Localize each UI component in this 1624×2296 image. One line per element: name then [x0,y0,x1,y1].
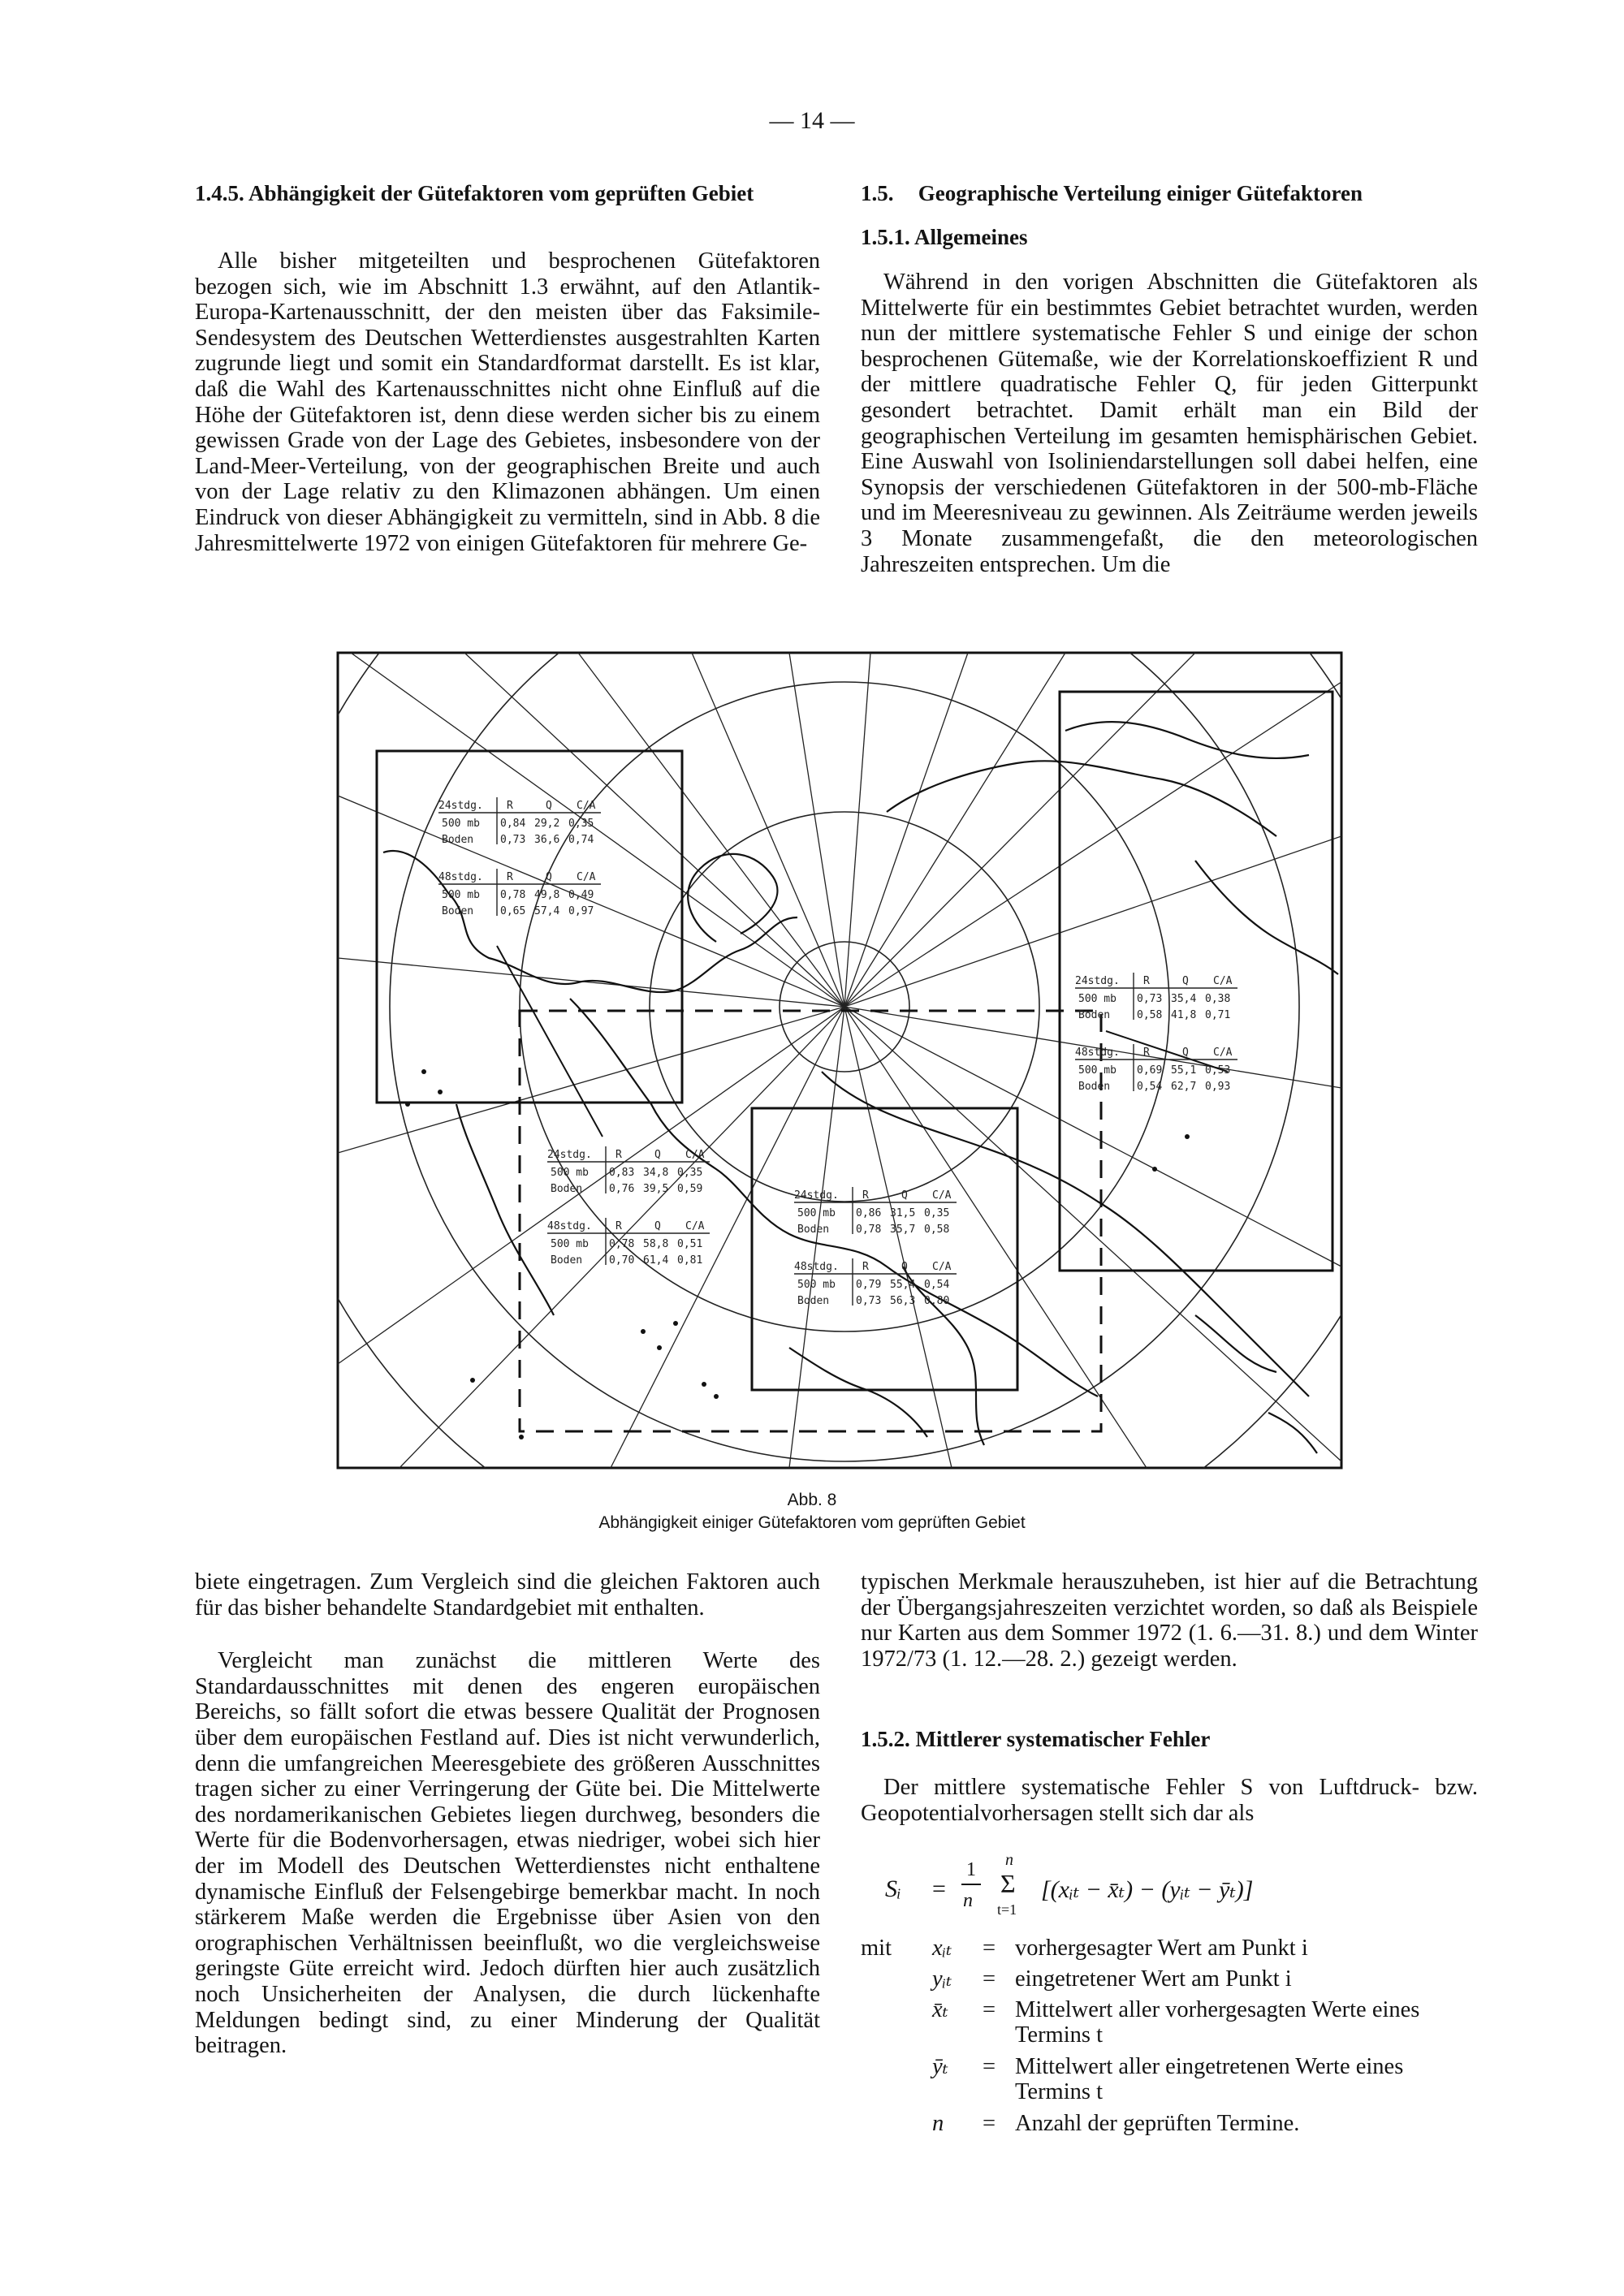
figure-map [335,650,1345,1471]
definition-text: Mittelwert aller vorhergesagten Werte eines Termins t [1015,1997,1420,2048]
section-heading-1-5-2 [861,1726,1478,1752]
table-col-ca: C/A [577,800,596,812]
table-cell-q: 34,8 [643,1167,669,1179]
table-cell-r: 0,70 [609,1254,635,1267]
table-cell-q: 31,5 [890,1207,916,1219]
table-row-label: Boden [1078,1009,1111,1021]
table-col-r: R [615,1149,622,1161]
table-cell-r: 0,83 [609,1167,635,1179]
bottom-left-text [195,1569,820,2059]
table-col-r: R [862,1189,869,1202]
figure-caption-text: Abhängigkeit einiger Gütefaktoren vom geprüften Gebiet [598,1513,1026,1532]
heading-text: Abhängigkeit der Gütefaktoren vom geprüften Gebiet [248,181,754,205]
table-row-label: Boden [442,834,474,846]
table-col-q: Q [546,871,552,883]
table-cell-ca: 0,97 [568,905,594,917]
table-row-label: 500 mb [1078,993,1116,1005]
section-heading-1-4-5 [195,180,820,206]
table-cell-r: 0,73 [1137,993,1163,1005]
table-cell-q: 49,8 [534,889,560,901]
formula-lhs: Sᵢ [885,1875,901,1902]
table-cell-r: 0,73 [500,834,526,846]
definition-text: Anzahl der geprüften Termine. [1015,2111,1300,2136]
section-heading-1-5-1 [861,224,1478,250]
formula-frac-num: 1 [966,1859,976,1880]
paragraph: Während in den vorigen Abschnitten die Gütefaktoren als Mittelwerte für ein bestimmtes Gebiet betrachtet wurden, werden nun der mittlere systematische Fehler S und einige der schon besprochenen Gütemaße, wie der Korrelationskoeffizient R und der mittlere quadratische Fehler Q, für jeden Gitterpunkt gesondert betrachtet. Damit erhält man ein Bild der geographischen Verteilung im gesamten hemisphärischen Gebiet. Eine Auswahl von Isoliniendarstellungen soll dabei helfen, eine Synopsis der verschiedenen Gütefaktoren in der 500-mb-Fläche und im Meeresniveau zu gewinnen. Als Zeiträume werden jeweils 3 Monate zusammengefaßt, die den meteorologischen Jahreszeiten entsprechen. Um die [861,270,1478,577]
table-col-r: R [1143,1047,1150,1059]
table-cell-r: 0,73 [856,1295,882,1307]
bottom-right-text-2 [861,1775,1478,1826]
heading-text: Mittlerer systematischer Fehler [915,1727,1211,1751]
formula-sum: Σ [1000,1869,1016,1898]
section-heading-1-5 [861,180,1478,206]
mit-label: mit [861,1936,892,1961]
table-cell-ca: 0,35 [568,818,594,830]
table-cell-ca: 0,80 [924,1295,950,1307]
table-cell-r: 0,58 [1137,1009,1163,1021]
definition-equals: = [983,1966,996,1992]
definition-symbol: x̄ₜ [932,1997,948,2022]
formula-body: [(xᵢₜ − x̄ₜ) − (yᵢₜ − ȳₜ)] [1041,1876,1254,1903]
table-cell-ca: 0,81 [677,1254,703,1267]
table-cell-r: 0,86 [856,1207,882,1219]
formula-frac-den: n [963,1890,973,1911]
table-col-r: R [862,1261,869,1273]
table-col-q: Q [654,1220,661,1232]
table-cell-q: 62,7 [1171,1081,1197,1093]
table-cell-r: 0,78 [609,1238,635,1250]
table-cell-q: 41,8 [1171,1009,1197,1021]
heading-number: 1.5. [861,181,894,205]
definition-equals: = [983,1936,996,1961]
table-cell-q: 29,2 [534,818,560,830]
figure-caption [0,1489,1624,1534]
table-cell-q: 39,5 [643,1183,669,1195]
definition-symbol: yᵢₜ [932,1966,952,1992]
definition-equals: = [983,2111,996,2136]
table-cell-q: 61,4 [643,1254,669,1267]
table-row-label: Boden [551,1183,583,1195]
table-cell-q: 55,1 [1171,1064,1197,1077]
table-cell-r: 0,78 [500,889,526,901]
formula-equals: = [932,1875,946,1902]
paragraph: typischen Merkmale herauszuheben, ist hier auf die Betrachtung der Übergangsjahreszeiten verzichtet worden, so daß als Beispiele nur Karten aus dem Sommer 1972 (1. 6.—31. 8.) und dem Winter 1972/73 (1. 12.—28. 2.) gezeigt werden. [861,1569,1478,1672]
table-cell-r: 0,65 [500,905,526,917]
figure-label: Abb. 8 [787,1491,837,1509]
formula-sum-top: n [1005,1851,1013,1869]
table-col-ca: C/A [685,1220,705,1232]
paragraph: biete eingetragen. Zum Vergleich sind die gleichen Faktoren auch für das bisher behandelte Standardgebiet mit enthalten. [195,1569,820,1621]
table-cell-ca: 0,35 [924,1207,950,1219]
table-cell-q: 58,8 [643,1238,669,1250]
formula-sum-bottom: t=1 [997,1901,1017,1918]
table-col-ca: C/A [685,1149,705,1161]
table-row-label: 500 mb [797,1279,836,1291]
heading-number: 1.5.2. [861,1727,910,1751]
table-row-label: Boden [551,1254,583,1267]
table-cell-ca: 0,71 [1205,1009,1231,1021]
table-cell-ca: 0,59 [677,1183,703,1195]
table-row-label: 500 mb [442,818,480,830]
table-cell-r: 0,54 [1137,1081,1163,1093]
heading-text: Allgemeines [914,225,1028,249]
table-header-label: 48stdg. [547,1220,592,1232]
table-cell-ca: 0,53 [1205,1064,1231,1077]
table-col-ca: C/A [1213,1047,1233,1059]
table-row-label: Boden [442,905,474,917]
table-cell-q: 56,3 [890,1295,916,1307]
definition-text: Mittelwert aller eingetretenen Werte eines Termins t [1015,2054,1404,2104]
heading-text: Geographische Verteilung einiger Gütefaktoren [918,181,1363,205]
heading-number: 1.4.5. [195,181,244,205]
page-number: — 14 — [769,107,855,134]
bottom-right-text [861,1569,1478,1672]
table-cell-ca: 0,54 [924,1279,950,1291]
definition-symbol: n [932,2111,944,2136]
table-header-label: 48stdg. [438,871,483,883]
table-col-q: Q [1182,1047,1189,1059]
table-col-q: Q [1182,975,1189,987]
table-row-label: 500 mb [1078,1064,1116,1077]
table-cell-r: 0,79 [856,1279,882,1291]
table-header-label: 24stdg. [438,800,483,812]
definition-text: eingetretener Wert am Punkt i [1015,1966,1292,1992]
table-cell-ca: 0,49 [568,889,594,901]
table-header-label: 24stdg. [794,1189,839,1202]
definition-symbol: ȳₜ [932,2054,948,2079]
table-col-ca: C/A [932,1189,952,1202]
table-cell-ca: 0,74 [568,834,594,846]
map-frame [338,653,1341,1468]
definition-symbol: xᵢₜ [932,1936,952,1961]
table-header-label: 48stdg. [1075,1047,1120,1059]
table-row-label: 500 mb [797,1207,836,1219]
definition-text: vorhergesagter Wert am Punkt i [1015,1936,1308,1961]
table-cell-ca: 0,38 [1205,993,1231,1005]
table-cell-q: 35,4 [1171,993,1197,1005]
table-cell-ca: 0,58 [924,1224,950,1236]
table-col-q: Q [901,1189,908,1202]
heading-number: 1.5.1. [861,225,910,249]
table-cell-r: 0,69 [1137,1064,1163,1077]
table-col-q: Q [654,1149,661,1161]
left-column-text [195,248,820,556]
table-col-r: R [1143,975,1150,987]
table-col-ca: C/A [1213,975,1233,987]
table-cell-ca: 0,93 [1205,1081,1231,1093]
paragraph: Vergleicht man zunächst die mittleren Werte des Standardausschnittes mit denen des engeren europäischen Bereichs, so fällt sofort die etwas bessere Qualität der Prognosen über dem europäischen Festland auf. Dies ist nicht verwunderlich, denn die umfangreichen Meeresgebiete des größeren Ausschnittes tragen sicher zu einer Verringerung der Güte bei. Die Mittelwerte des nordamerikanischen Gebietes liegen durchweg, besonders die Werte für die Bodenvorhersagen, etwas niedriger, wobei sich hier der im Modell des Deutschen Wetterdienstes nicht enthaltene dynamische Einfluß der Felsengebirge bemerkbar macht. In noch stärkerem Maße werden die Ergebnisse über Asien von den orographischen Verhältnissen beeinflußt, wo die vergleichsweise geringste Güte erreicht wird. Jedoch dürften hier auch zusätzlich noch Unsicherheiten der Analysen, die durch lückenhafte Meldungen bedingt sind, zu einer Minderung der Qualität beitragen. [195,1648,820,2059]
table-col-ca: C/A [577,871,596,883]
paragraph: Alle bisher mitgeteilten und besprochenen Gütefaktoren bezogen sich, wie im Abschnitt 1.3 erwähnt, auf den Atlantik-Europa-Kartenausschnitt, der den meisten über das Faksimile-Sendesystem des Deutschen Wetterdienstes ausgestrahlten Karten zugrunde liegt und somit ein Standardformat darstellt. Es ist klar, daß die Wahl des Kartenausschnittes nicht ohne Einfluß auf die Höhe der Gütefaktoren ist, denn diese werden sicher bis zu einem gewissen Grade von der Lage des Gebietes, insbesondere von der Land-Meer-Verteilung, von der geographischen Breite und auch von der Lage relativ zu den Klimazonen abhängen. Um einen Eindruck von dieser Abhängigkeit zu vermitteln, sind in Abb. 8 die Jahresmittelwerte 1972 von einigen Gütefaktoren für mehrere Ge- [195,248,820,556]
table-col-ca: C/A [932,1261,952,1273]
table-cell-r: 0,76 [609,1183,635,1195]
definition-equals: = [983,1997,996,2022]
table-cell-q: 55,4 [890,1279,916,1291]
right-column-text [861,270,1478,577]
table-row-label: 500 mb [551,1167,589,1179]
table-cell-r: 0,84 [500,818,526,830]
table-col-r: R [507,871,513,883]
table-row-label: Boden [797,1295,830,1307]
table-row-label: 500 mb [442,889,480,901]
paragraph: Der mittlere systematische Fehler S von Luftdruck- bzw. Geopotentialvorhersagen stellt sich dar als [861,1775,1478,1826]
table-header-label: 24stdg. [1075,975,1120,987]
table-cell-q: 35,7 [890,1224,916,1236]
table-cell-q: 36,6 [534,834,560,846]
table-cell-q: 57,4 [534,905,560,917]
polar-map [335,650,1345,1471]
table-cell-r: 0,78 [856,1224,882,1236]
table-col-q: Q [901,1261,908,1273]
table-header-label: 24stdg. [547,1149,592,1161]
table-row-label: 500 mb [551,1238,589,1250]
table-row-label: Boden [797,1224,830,1236]
table-col-r: R [507,800,513,812]
fraction-bar [961,1884,981,1885]
table-row-label: Boden [1078,1081,1111,1093]
table-col-r: R [615,1220,622,1232]
table-header-label: 48stdg. [794,1261,839,1273]
table-col-q: Q [546,800,552,812]
table-cell-ca: 0,51 [677,1238,703,1250]
table-cell-ca: 0,35 [677,1167,703,1179]
formula-systematic-error [885,1851,1470,1931]
definition-equals: = [983,2054,996,2079]
